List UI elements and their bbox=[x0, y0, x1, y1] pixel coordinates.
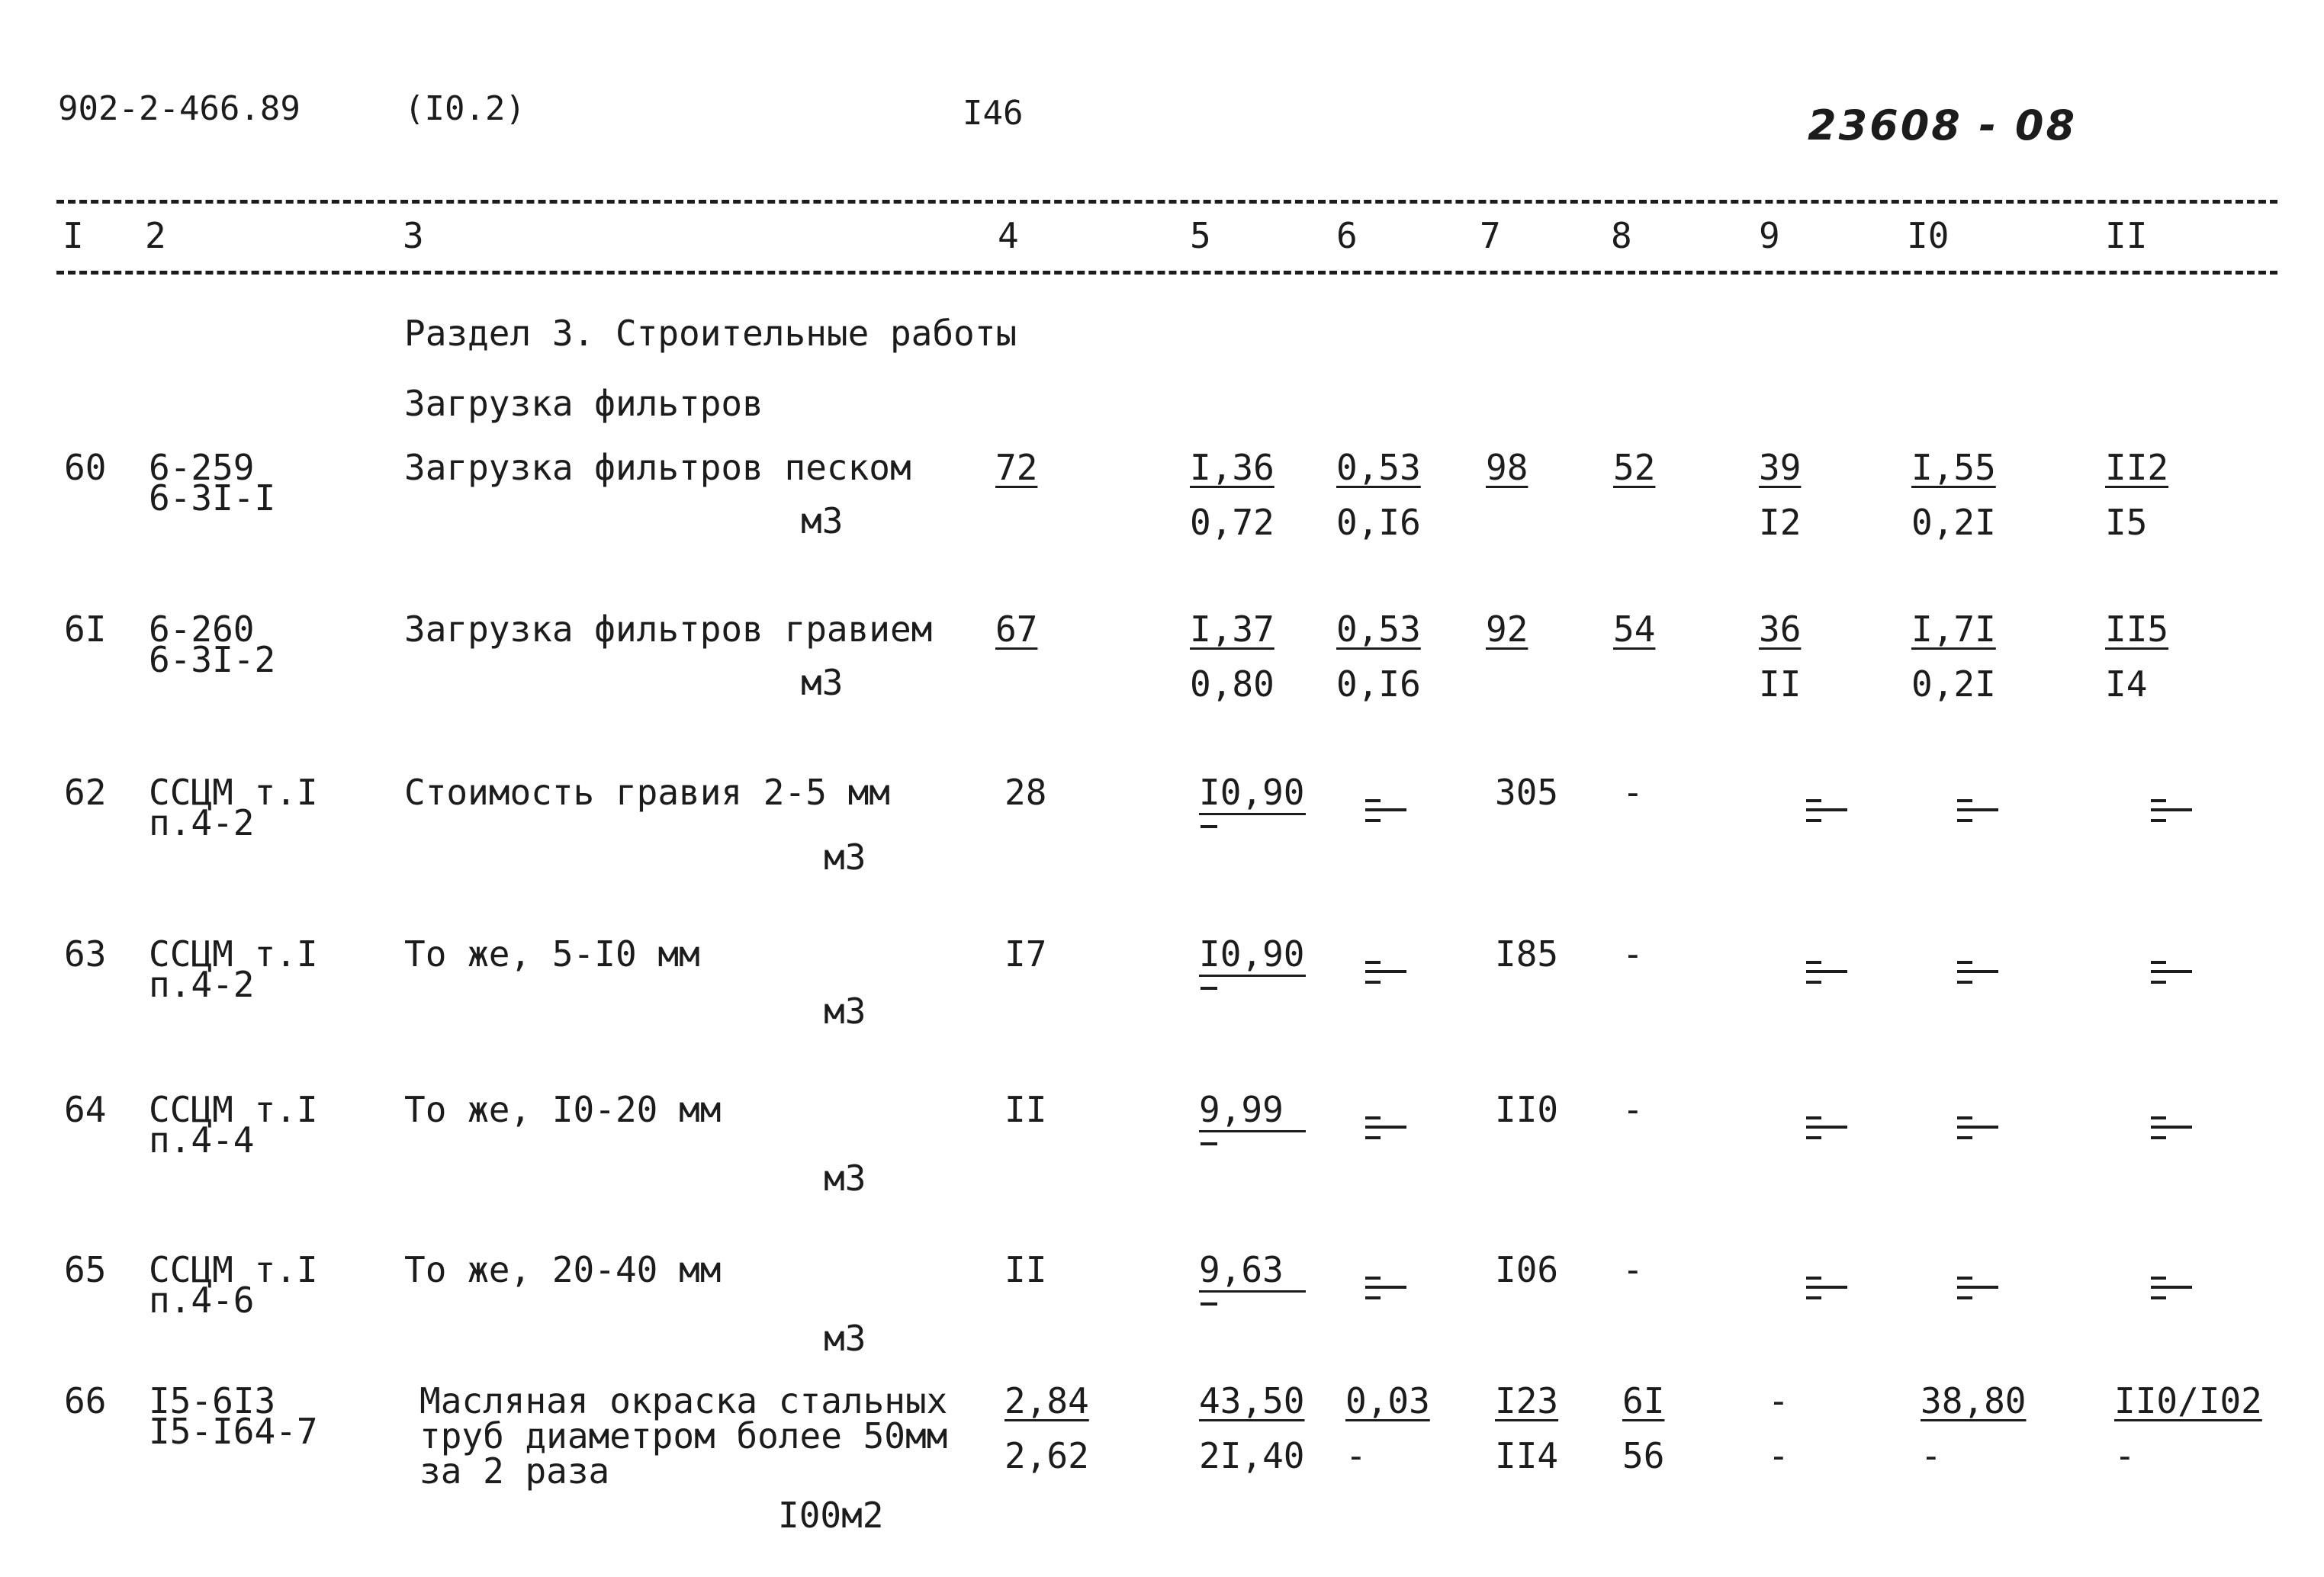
work-description: труб диаметром более 50мм bbox=[419, 1415, 948, 1457]
cell-c11-lower: - bbox=[2114, 1435, 2136, 1476]
cell-c8: 6I bbox=[1622, 1380, 1665, 1421]
cell-c4: II bbox=[1004, 1249, 1047, 1290]
section-title: Раздел 3. Строительные работы bbox=[404, 313, 1017, 354]
cell-c10: 38,80 bbox=[1921, 1380, 2027, 1421]
cell-c6: 0,53 bbox=[1336, 609, 1421, 650]
cell-c4-lower: 2,62 bbox=[1004, 1435, 1089, 1476]
empty-cell-mark bbox=[2151, 956, 2192, 987]
empty-cell-mark bbox=[1806, 1272, 1847, 1302]
cell-c7: 92 bbox=[1486, 609, 1528, 650]
top-dashed-rule bbox=[56, 200, 2277, 204]
empty-cell-mark bbox=[1365, 795, 1406, 825]
cell-c9: 36 bbox=[1759, 609, 1802, 650]
cell-c7: 98 bbox=[1486, 447, 1528, 488]
cell-c6: 0,53 bbox=[1336, 447, 1421, 488]
norm-code: 6-260 bbox=[149, 609, 255, 650]
cell-c4: 72 bbox=[995, 447, 1038, 488]
price-lower-dash bbox=[1201, 825, 1217, 828]
cell-c5: I,36 bbox=[1190, 447, 1275, 488]
cell-c4: 67 bbox=[995, 609, 1038, 650]
work-description: То же, I0-20 мм bbox=[404, 1089, 722, 1130]
cell-c9-lower: - bbox=[1768, 1435, 1789, 1476]
norm-code: ССЦМ т.I bbox=[149, 1249, 318, 1290]
page-number: I46 bbox=[963, 94, 1024, 133]
cell-c9: 39 bbox=[1759, 447, 1802, 488]
cell-c5: I0,90 bbox=[1199, 772, 1305, 813]
cell-c4: II bbox=[1004, 1089, 1047, 1130]
unit-of-measure: м3 bbox=[824, 1318, 866, 1359]
cell-c7: I06 bbox=[1495, 1249, 1559, 1290]
norm-code-secondary: 6-3I-2 bbox=[149, 639, 276, 680]
price-underline bbox=[1199, 1290, 1306, 1293]
norm-code: ССЦМ т.I bbox=[149, 772, 318, 813]
price-lower-dash bbox=[1201, 987, 1217, 990]
cell-c10-lower: - bbox=[1921, 1435, 1942, 1476]
norm-code-secondary: п.4-4 bbox=[149, 1119, 255, 1161]
norm-code-secondary: п.4-2 bbox=[149, 964, 255, 1005]
price-lower-dash bbox=[1201, 1302, 1217, 1306]
empty-cell-mark bbox=[1365, 1112, 1406, 1142]
price-lower-dash bbox=[1201, 1142, 1217, 1145]
empty-cell-mark bbox=[2151, 795, 2192, 825]
column-header-2: 2 bbox=[145, 215, 166, 256]
price-underline bbox=[1199, 975, 1306, 977]
cell-c7-lower: II4 bbox=[1495, 1435, 1559, 1476]
norm-code-secondary: п.4-2 bbox=[149, 802, 255, 843]
cell-c11-lower: I4 bbox=[2105, 663, 2148, 705]
cell-c7: II0 bbox=[1495, 1089, 1559, 1130]
cell-c6: 0,03 bbox=[1345, 1380, 1430, 1421]
cell-c7: I85 bbox=[1495, 933, 1559, 975]
cell-c11-lower: I5 bbox=[2105, 502, 2148, 543]
empty-cell-mark bbox=[1806, 1112, 1847, 1142]
cell-c8: 52 bbox=[1613, 447, 1656, 488]
cell-c8: - bbox=[1622, 772, 1644, 813]
column-header-5: 5 bbox=[1190, 215, 1211, 256]
cell-c11: II2 bbox=[2105, 447, 2169, 488]
cell-c10: I,55 bbox=[1911, 447, 1996, 488]
row-number: 63 bbox=[64, 933, 107, 975]
cell-c5-lower: 2I,40 bbox=[1199, 1435, 1305, 1476]
column-header-1: I bbox=[63, 215, 84, 256]
unit-of-measure: м3 bbox=[801, 662, 844, 703]
cell-c5-lower: 0,72 bbox=[1190, 502, 1275, 543]
column-header-7: 7 bbox=[1480, 215, 1501, 256]
row-number: 64 bbox=[64, 1089, 107, 1130]
empty-cell-mark bbox=[1957, 1112, 1998, 1142]
cell-c6-lower: - bbox=[1345, 1435, 1367, 1476]
cell-c8: - bbox=[1622, 1089, 1644, 1130]
cell-c8: 54 bbox=[1613, 609, 1656, 650]
cell-c4: 2,84 bbox=[1004, 1380, 1089, 1421]
cell-c5: 9,63 bbox=[1199, 1249, 1284, 1290]
row-number: 60 bbox=[64, 447, 107, 488]
cell-c6-lower: 0,I6 bbox=[1336, 502, 1421, 543]
price-underline bbox=[1199, 1130, 1306, 1132]
column-header-10: I0 bbox=[1907, 215, 1950, 256]
norm-code: 6-259 bbox=[149, 447, 255, 488]
subsection-title: Загрузка фильтров bbox=[404, 383, 763, 424]
column-header-9: 9 bbox=[1759, 215, 1780, 256]
work-description: Загрузка фильтров песком bbox=[404, 447, 911, 488]
column-header-11: II bbox=[2105, 215, 2148, 256]
row-number: 6I bbox=[64, 609, 107, 650]
norm-code-secondary: 6-3I-I bbox=[149, 477, 276, 519]
handwritten-number: 23608 - 08 bbox=[1808, 101, 2078, 149]
cell-c6-lower: 0,I6 bbox=[1336, 663, 1421, 705]
work-description: Загрузка фильтров гравием bbox=[404, 609, 933, 650]
work-description: То же, 20-40 мм bbox=[404, 1249, 722, 1290]
cell-c9-lower: I2 bbox=[1759, 502, 1802, 543]
cell-c8: - bbox=[1622, 933, 1644, 975]
norm-code: ССЦМ т.I bbox=[149, 933, 318, 975]
cell-c10-lower: 0,2I bbox=[1911, 663, 1996, 705]
norm-code-secondary: п.4-6 bbox=[149, 1280, 255, 1321]
empty-cell-mark bbox=[2151, 1112, 2192, 1142]
cell-c10: I,7I bbox=[1911, 609, 1996, 650]
empty-cell-mark bbox=[1365, 1272, 1406, 1302]
column-header-4: 4 bbox=[998, 215, 1019, 256]
cell-c5-lower: 0,80 bbox=[1190, 663, 1275, 705]
work-description: Масляная окраска стальных bbox=[419, 1380, 948, 1421]
cell-c11: II0/I02 bbox=[2114, 1380, 2262, 1421]
price-underline bbox=[1199, 813, 1306, 815]
empty-cell-mark bbox=[1957, 795, 1998, 825]
column-header-3: 3 bbox=[403, 215, 424, 256]
cell-c4: I7 bbox=[1004, 933, 1047, 975]
norm-code: ССЦМ т.I bbox=[149, 1089, 318, 1130]
work-description: Стоимость гравия 2-5 мм bbox=[404, 772, 890, 813]
cell-c5: 43,50 bbox=[1199, 1380, 1305, 1421]
work-description: То же, 5-I0 мм bbox=[404, 933, 700, 975]
row-number: 65 bbox=[64, 1249, 107, 1290]
unit-of-measure: м3 bbox=[824, 991, 866, 1032]
row-number: 62 bbox=[64, 772, 107, 813]
cell-c5: I,37 bbox=[1190, 609, 1275, 650]
unit-of-measure: м3 bbox=[824, 837, 866, 878]
cell-c5: I0,90 bbox=[1199, 933, 1305, 975]
document-code: 902-2-466.89 bbox=[58, 89, 301, 128]
empty-cell-mark bbox=[1365, 956, 1406, 987]
section-reference: (I0.2) bbox=[404, 89, 526, 128]
cell-c5: 9,99 bbox=[1199, 1089, 1284, 1130]
cell-c9: - bbox=[1768, 1380, 1789, 1421]
unit-of-measure: м3 bbox=[824, 1158, 866, 1199]
empty-cell-mark bbox=[2151, 1272, 2192, 1302]
empty-cell-mark bbox=[1957, 956, 1998, 987]
cell-c8: - bbox=[1622, 1249, 1644, 1290]
cell-c7: I23 bbox=[1495, 1380, 1559, 1421]
cell-c11: II5 bbox=[2105, 609, 2169, 650]
column-header-8: 8 bbox=[1611, 215, 1632, 256]
norm-code-secondary: I5-I64-7 bbox=[149, 1411, 318, 1452]
norm-code: I5-6I3 bbox=[149, 1380, 276, 1421]
work-description: за 2 раза bbox=[419, 1450, 610, 1492]
cell-c10-lower: 0,2I bbox=[1911, 502, 1996, 543]
unit-of-measure: м3 bbox=[801, 500, 844, 541]
column-header-6: 6 bbox=[1336, 215, 1358, 256]
unit-of-measure: I00м2 bbox=[778, 1495, 884, 1536]
cell-c7: 305 bbox=[1495, 772, 1559, 813]
cell-c8-lower: 56 bbox=[1622, 1435, 1665, 1476]
empty-cell-mark bbox=[1806, 795, 1847, 825]
empty-cell-mark bbox=[1957, 1272, 1998, 1302]
cell-c4: 28 bbox=[1004, 772, 1047, 813]
row-number: 66 bbox=[64, 1380, 107, 1421]
empty-cell-mark bbox=[1806, 956, 1847, 987]
bottom-dashed-rule bbox=[56, 271, 2277, 275]
cell-c9-lower: II bbox=[1759, 663, 1802, 705]
